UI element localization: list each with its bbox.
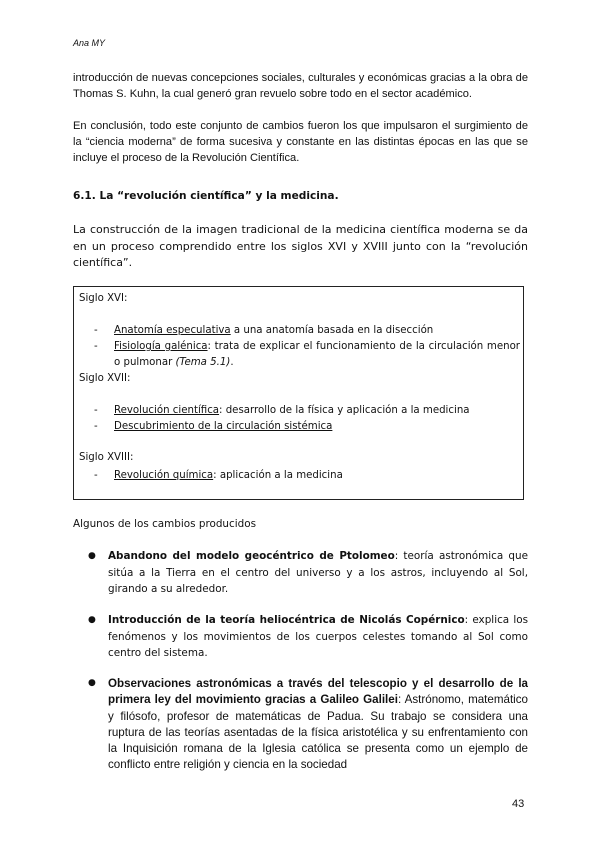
bullet-title: Observaciones astronómicas a través del telescopio y el desarrollo de la primera ley del movimiento gracias a Galileo Galilei <box>108 677 528 707</box>
bullet-geocentric <box>88 548 528 598</box>
bullet-dot-icon: ● <box>88 678 96 688</box>
bullet-dot-icon: ● <box>88 615 96 625</box>
term-revolucion-quimica: Revolución química <box>114 470 214 481</box>
century-16-label: Siglo XVI: <box>79 293 128 304</box>
century-18-label: Siglo XVIII: <box>79 452 134 463</box>
bullet-dot-icon: ● <box>88 551 96 561</box>
bullet-text: : teoría astronómica que sitúa a la Tierra en el centro del universo y a los astros, incluyendo al Sol, girando a su alrededor. <box>108 550 528 595</box>
section-heading: 6.1. La “revolución científica” y la medicina. <box>73 190 339 202</box>
bullet-title: Abandono del modelo geocéntrico de Ptolomeo <box>108 550 395 562</box>
bullet-text: : explica los fenómenos y los movimientos de los cuerpos celestes tomando al Sol como centro del sistema. <box>108 614 528 659</box>
paragraph-kuhn: introducción de nuevas concepciones sociales, culturales y económicas gracias a la obra de Thomas S. Kuhn, la cual generó gran revuelo sobre todo en el sector académico. <box>73 72 528 100</box>
century-16-item-anatomy <box>94 323 520 339</box>
century-17-label: Siglo XVII: <box>79 373 131 384</box>
century-18-item-chemical-revolution <box>94 468 520 484</box>
bullet-title: Introducción de la teoría heliocéntrica de Nicolás Copérnico <box>108 614 465 626</box>
item-text: : trata de explicar el funcionamiento de la circulación menor o pulmonar <box>114 341 520 368</box>
item-text: : desarrollo de la física y aplicación a la medicina <box>219 405 470 416</box>
paragraph-medicine-intro: La construcción de la imagen tradicional de la medicina científica moderna se da en un proceso comprendido entre los siglos XVI y XVIII junto con la “revolución científica”. <box>73 223 528 269</box>
term-anatomia-especulativa: Anatomía especulativa <box>114 325 231 336</box>
century-16-item-physiology <box>94 339 520 370</box>
topic-reference: (Tema 5.1) <box>175 356 231 368</box>
term-fisiologia-galenica: Fisiología galénica <box>114 341 208 352</box>
centuries-summary-box <box>73 286 524 500</box>
bullet-text: : Astrónomo, matemático y filósofo, profesor de matemáticas de Padua. Su trabajo se considera una ruptura de las teorías asentadas de la física aristotélica y su enfrentamiento con la Inquisición romana de la Iglesia católica se presenta como un ejemplo de conflicto entre religión y ciencia en la sociedad <box>108 693 528 772</box>
century-17-item-scientific-revolution <box>94 403 520 419</box>
paragraph-conclusion: En conclusión, todo este conjunto de cambios fueron los que impulsaron el surgimiento de la “ciencia moderna” de forma sucesiva y constante en las distintas épocas en las que se incluye el proceso de la Revolución Científica. <box>73 120 528 164</box>
term-revolucion-cientifica: Revolución científica <box>114 405 220 416</box>
item-text: : aplicación a la medicina <box>213 470 343 481</box>
item-text: a una anatomía basada en la disección <box>230 325 434 336</box>
dash-marker: - <box>94 470 98 481</box>
page-header-author: Ana MY <box>73 38 106 48</box>
item-end: . <box>230 356 234 368</box>
dash-marker: - <box>94 405 98 416</box>
dash-marker: - <box>94 341 98 352</box>
changes-intro: Algunos de los cambios producidos <box>73 518 256 530</box>
dash-marker: - <box>94 325 98 336</box>
bullet-galileo <box>88 676 528 774</box>
term-circulacion-sistemica: Descubrimiento de la circulación sistémica <box>114 421 333 432</box>
page-number: 43 <box>512 798 525 810</box>
century-17-item-circulation <box>94 419 520 435</box>
dash-marker: - <box>94 421 98 432</box>
bullet-heliocentric <box>88 612 528 662</box>
